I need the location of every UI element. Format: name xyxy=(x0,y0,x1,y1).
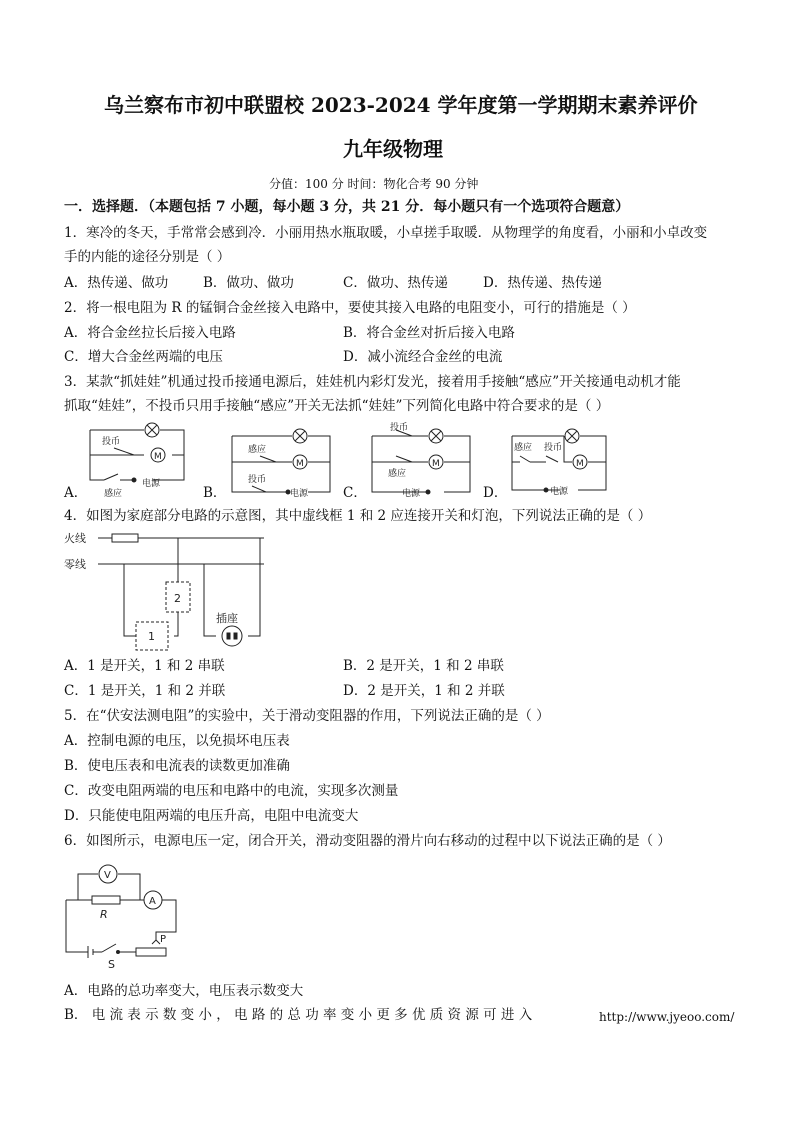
q1-stem-line1: 1．寒冷的冬天，手常常会感到冷．小丽用热水瓶取暖，小卓搓手取暖．从物理学的角度看，小丽和小卓改变 xyxy=(64,225,708,241)
svg-text:R: R xyxy=(100,908,108,921)
q1-option-b: B．做功、做功 xyxy=(203,275,294,291)
switch-icon xyxy=(252,486,266,492)
switch-icon xyxy=(104,474,118,480)
q4-option-b: B．2 是开关，1 和 2 串联 xyxy=(343,658,504,674)
svg-text:电源: 电源 xyxy=(142,479,161,489)
svg-text:1: 1 xyxy=(148,630,155,643)
q1-option-a: A．热传递、做功 xyxy=(64,275,169,291)
socket-label: 插座 xyxy=(216,612,238,625)
q4-household-circuit xyxy=(64,526,274,654)
svg-text:M: M xyxy=(296,459,304,469)
q3-option-c: C． xyxy=(343,485,367,501)
svg-text:M: M xyxy=(432,459,440,469)
socket-icon xyxy=(222,626,242,646)
q3-circuit-a xyxy=(84,420,190,500)
q2-option-c: C．增大合金丝两端的电压 xyxy=(64,349,223,365)
q6-option-b: B． 电 流 表 示 数 变 小 ， 电 路 的 总 功 率 变 小 更 多 优 质 资 源 可 进 入 xyxy=(64,1007,533,1023)
q2-stem: 2．将一根电阻为 R 的锰铜合金丝接入电路中，要使其接入电路的电阻变小，可行的措施是（ ） xyxy=(64,300,636,316)
q3-option-d: D． xyxy=(483,485,508,501)
svg-text:感应: 感应 xyxy=(248,445,267,455)
fuse-icon xyxy=(112,534,138,542)
svg-text:A: A xyxy=(149,896,156,907)
q3-option-b: B． xyxy=(203,485,227,501)
svg-text:V: V xyxy=(104,870,111,881)
svg-text:M: M xyxy=(576,459,584,469)
q2-option-b: B．将合金丝对折后接入电路 xyxy=(343,325,515,341)
q5-option-c: C．改变电阻两端的电压和电路中的电流，实现多次测量 xyxy=(64,783,399,799)
q3-circuit-b xyxy=(226,420,336,500)
q4-option-a: A．1 是开关，1 和 2 串联 xyxy=(64,658,225,674)
switch-icon xyxy=(520,456,530,462)
q2-option-a: A．将合金丝拉长后接入电路 xyxy=(64,325,236,341)
q4-option-c: C．1 是开关，1 和 2 并联 xyxy=(64,683,226,699)
svg-text:感应: 感应 xyxy=(514,443,533,453)
page-subtitle: 九年级物理 xyxy=(343,137,443,161)
q1-option-d: D．热传递、热传递 xyxy=(483,275,602,291)
switch-icon xyxy=(396,456,412,462)
page-title: 乌兰察布市初中联盟校 2023-2024 学年度第一学期期末素养评价 xyxy=(104,93,698,117)
switch-icon xyxy=(546,456,558,462)
q1-option-c: C．做功、热传递 xyxy=(343,275,448,291)
svg-text:P: P xyxy=(160,934,167,945)
exam-meta: 分值：100 分 时间：物化合考 90 分钟 xyxy=(269,177,479,191)
q5-option-a: A．控制电源的电压，以免损坏电压表 xyxy=(64,733,290,749)
resistor-icon xyxy=(92,896,120,904)
switch-icon xyxy=(114,448,134,455)
section-heading: 一．选择题．（本题包括 7 小题，每小题 3 分，共 21 分．每小题只有一个选项符合题意） xyxy=(64,199,630,215)
neutral-wire-label: 零线 xyxy=(64,558,86,571)
svg-text:电源: 电源 xyxy=(550,487,569,497)
q6-circuit xyxy=(60,860,190,970)
svg-text:2: 2 xyxy=(174,592,181,605)
q5-option-d: D．只能使电阻两端的电压升高，电阻中电流变大 xyxy=(64,808,359,824)
q4-option-d: D．2 是开关，1 和 2 并联 xyxy=(343,683,505,699)
q2-option-d: D．减小流经合金丝的电流 xyxy=(343,349,503,365)
svg-text:投币: 投币 xyxy=(544,443,563,453)
q3-option-a: A． xyxy=(64,485,88,501)
switch-icon xyxy=(260,456,276,462)
q5-stem: 5．在“伏安法测电阻”的实验中，关于滑动变阻器的作用，下列说法正确的是（ ） xyxy=(64,708,550,724)
q3-circuit-c xyxy=(366,420,476,500)
svg-text:感应: 感应 xyxy=(104,489,123,499)
svg-text:电源: 电源 xyxy=(290,489,309,499)
rheostat-icon xyxy=(136,948,166,956)
q3-circuit-d xyxy=(506,420,612,500)
q6-stem: 6．如图所示，电源电压一定，闭合开关，滑动变阻器的滑片向右移动的过程中以下说法正确的是（ ） xyxy=(64,833,671,849)
svg-text:感应: 感应 xyxy=(388,469,407,479)
q4-stem: 4．如图为家庭部分电路的示意图，其中虚线框 1 和 2 应连接开关和灯泡，下列说法正确的是（ ） xyxy=(64,508,652,524)
svg-text:S: S xyxy=(108,958,115,970)
q5-option-b: B．使电压表和电流表的读数更加准确 xyxy=(64,758,290,774)
q3-stem-line1: 3．某款“抓娃娃”机通过投币接通电源后，娃娃机内彩灯发光，接着用手接触“感应”开关接通电动机才能 xyxy=(64,374,681,390)
live-wire-label: 火线 xyxy=(64,532,86,545)
svg-text:投币: 投币 xyxy=(390,423,409,433)
q1-stem-line2: 手的内能的途径分别是（ ） xyxy=(64,249,231,265)
svg-text:M: M xyxy=(154,452,162,462)
svg-text:投币: 投币 xyxy=(102,437,121,447)
svg-text:电源: 电源 xyxy=(402,489,421,499)
q3-stem-line2: 抓取“娃娃”，不投币只用手接触“感应”开关无法抓“娃娃”下列简化电路中符合要求的是（ ） xyxy=(64,398,610,414)
q6-option-a: A．电路的总功率变大，电压表示数变大 xyxy=(64,983,304,999)
svg-text:投币: 投币 xyxy=(248,475,267,485)
source-link[interactable]: http://www.jyeoo.com/ xyxy=(599,1010,735,1024)
